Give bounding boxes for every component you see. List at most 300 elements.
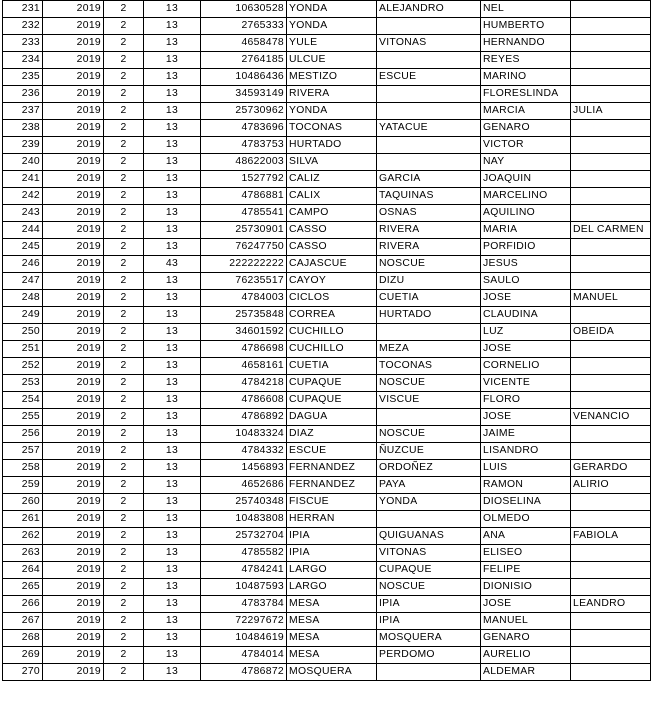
code-a-cell: 2	[104, 426, 144, 443]
first-surname-cell: CASSO	[287, 239, 377, 256]
first-name-cell: JOSE	[481, 596, 571, 613]
table-row	[3, 35, 651, 52]
table-row	[3, 307, 651, 324]
second-surname-cell: PERDOMO	[377, 647, 481, 664]
code-b-cell: 13	[144, 494, 201, 511]
code-a-cell: 2	[104, 375, 144, 392]
row-number-cell: 234	[3, 52, 43, 69]
first-surname-cell: YULE	[287, 35, 377, 52]
first-name-cell: SAULO	[481, 273, 571, 290]
year-cell: 2019	[43, 239, 104, 256]
first-surname-cell: TOCONAS	[287, 120, 377, 137]
row-number-cell: 251	[3, 341, 43, 358]
id-number-cell: 25740348	[201, 494, 287, 511]
code-b-cell: 43	[144, 256, 201, 273]
code-b-cell: 13	[144, 239, 201, 256]
year-cell: 2019	[43, 409, 104, 426]
row-number-cell: 231	[3, 1, 43, 18]
year-cell: 2019	[43, 392, 104, 409]
row-number-cell: 236	[3, 86, 43, 103]
middle-name-cell	[571, 647, 651, 664]
id-number-cell: 48622003	[201, 154, 287, 171]
table-row	[3, 647, 651, 664]
second-surname-cell: HURTADO	[377, 307, 481, 324]
first-name-cell: LUZ	[481, 324, 571, 341]
id-number-cell: 4786608	[201, 392, 287, 409]
table-row	[3, 392, 651, 409]
second-surname-cell: RIVERA	[377, 239, 481, 256]
first-name-cell: ANA	[481, 528, 571, 545]
table-row	[3, 375, 651, 392]
code-a-cell: 2	[104, 273, 144, 290]
year-cell: 2019	[43, 137, 104, 154]
second-surname-cell: MOSQUERA	[377, 630, 481, 647]
code-a-cell: 2	[104, 630, 144, 647]
code-a-cell: 2	[104, 222, 144, 239]
code-a-cell: 2	[104, 307, 144, 324]
first-name-cell: PORFIDIO	[481, 239, 571, 256]
first-surname-cell: MESTIZO	[287, 69, 377, 86]
first-name-cell: JAIME	[481, 426, 571, 443]
year-cell: 2019	[43, 307, 104, 324]
first-name-cell: AURELIO	[481, 647, 571, 664]
middle-name-cell	[571, 239, 651, 256]
first-name-cell: LISANDRO	[481, 443, 571, 460]
year-cell: 2019	[43, 647, 104, 664]
year-cell: 2019	[43, 579, 104, 596]
first-name-cell: CLAUDINA	[481, 307, 571, 324]
first-surname-cell: CUCHILLO	[287, 341, 377, 358]
year-cell: 2019	[43, 52, 104, 69]
year-cell: 2019	[43, 35, 104, 52]
year-cell: 2019	[43, 103, 104, 120]
year-cell: 2019	[43, 324, 104, 341]
code-b-cell: 13	[144, 528, 201, 545]
middle-name-cell	[571, 188, 651, 205]
id-number-cell: 76247750	[201, 239, 287, 256]
code-a-cell: 2	[104, 511, 144, 528]
id-number-cell: 222222222	[201, 256, 287, 273]
code-b-cell: 13	[144, 154, 201, 171]
code-b-cell: 13	[144, 545, 201, 562]
first-surname-cell: HERRAN	[287, 511, 377, 528]
second-surname-cell	[377, 154, 481, 171]
code-a-cell: 2	[104, 1, 144, 18]
code-b-cell: 13	[144, 120, 201, 137]
second-surname-cell: IPIA	[377, 596, 481, 613]
table-row	[3, 239, 651, 256]
table-row	[3, 426, 651, 443]
middle-name-cell	[571, 256, 651, 273]
table-row	[3, 86, 651, 103]
second-surname-cell	[377, 103, 481, 120]
middle-name-cell	[571, 86, 651, 103]
second-surname-cell: VITONAS	[377, 545, 481, 562]
code-a-cell: 2	[104, 596, 144, 613]
second-surname-cell	[377, 18, 481, 35]
first-surname-cell: CUCHILLO	[287, 324, 377, 341]
id-number-cell: 4784332	[201, 443, 287, 460]
second-surname-cell: NOSCUE	[377, 375, 481, 392]
table-row	[3, 1, 651, 18]
row-number-cell: 260	[3, 494, 43, 511]
first-name-cell: ALDEMAR	[481, 664, 571, 681]
first-name-cell: AQUILINO	[481, 205, 571, 222]
second-surname-cell: OSNAS	[377, 205, 481, 222]
code-b-cell: 13	[144, 18, 201, 35]
row-number-cell: 254	[3, 392, 43, 409]
code-a-cell: 2	[104, 562, 144, 579]
id-number-cell: 4784014	[201, 647, 287, 664]
code-b-cell: 13	[144, 188, 201, 205]
year-cell: 2019	[43, 630, 104, 647]
table-row	[3, 358, 651, 375]
year-cell: 2019	[43, 18, 104, 35]
table-row	[3, 409, 651, 426]
table-row	[3, 256, 651, 273]
code-a-cell: 2	[104, 18, 144, 35]
second-surname-cell: ESCUE	[377, 69, 481, 86]
second-surname-cell: NOSCUE	[377, 256, 481, 273]
year-cell: 2019	[43, 69, 104, 86]
id-number-cell: 4658478	[201, 35, 287, 52]
second-surname-cell	[377, 409, 481, 426]
row-number-cell: 241	[3, 171, 43, 188]
first-surname-cell: HURTADO	[287, 137, 377, 154]
year-cell: 2019	[43, 596, 104, 613]
row-number-cell: 248	[3, 290, 43, 307]
code-b-cell: 13	[144, 307, 201, 324]
first-surname-cell: CORREA	[287, 307, 377, 324]
code-a-cell: 2	[104, 358, 144, 375]
code-b-cell: 13	[144, 664, 201, 681]
code-b-cell: 13	[144, 137, 201, 154]
first-surname-cell: CALIX	[287, 188, 377, 205]
row-number-cell: 253	[3, 375, 43, 392]
first-name-cell: DIOSELINA	[481, 494, 571, 511]
first-surname-cell: YONDA	[287, 1, 377, 18]
middle-name-cell: OBEIDA	[571, 324, 651, 341]
middle-name-cell	[571, 630, 651, 647]
middle-name-cell	[571, 579, 651, 596]
first-surname-cell: FERNANDEZ	[287, 460, 377, 477]
year-cell: 2019	[43, 511, 104, 528]
code-b-cell: 13	[144, 35, 201, 52]
id-number-cell: 4783784	[201, 596, 287, 613]
middle-name-cell	[571, 120, 651, 137]
id-number-cell: 1527792	[201, 171, 287, 188]
row-number-cell: 267	[3, 613, 43, 630]
year-cell: 2019	[43, 341, 104, 358]
id-number-cell: 10484619	[201, 630, 287, 647]
second-surname-cell: ÑUZCUE	[377, 443, 481, 460]
table-row	[3, 18, 651, 35]
year-cell: 2019	[43, 545, 104, 562]
row-number-cell: 238	[3, 120, 43, 137]
second-surname-cell: NOSCUE	[377, 579, 481, 596]
code-b-cell: 13	[144, 579, 201, 596]
second-surname-cell: TAQUINAS	[377, 188, 481, 205]
code-a-cell: 2	[104, 205, 144, 222]
first-surname-cell: MESA	[287, 647, 377, 664]
id-number-cell: 1456893	[201, 460, 287, 477]
row-number-cell: 250	[3, 324, 43, 341]
code-a-cell: 2	[104, 528, 144, 545]
code-a-cell: 2	[104, 460, 144, 477]
table-row	[3, 290, 651, 307]
code-a-cell: 2	[104, 664, 144, 681]
second-surname-cell: QUIGUANAS	[377, 528, 481, 545]
middle-name-cell: VENANCIO	[571, 409, 651, 426]
code-b-cell: 13	[144, 171, 201, 188]
row-number-cell: 246	[3, 256, 43, 273]
first-name-cell: JOAQUIN	[481, 171, 571, 188]
first-surname-cell: ULCUE	[287, 52, 377, 69]
row-number-cell: 235	[3, 69, 43, 86]
second-surname-cell: NOSCUE	[377, 426, 481, 443]
year-cell: 2019	[43, 154, 104, 171]
code-a-cell: 2	[104, 69, 144, 86]
table-row	[3, 171, 651, 188]
code-b-cell: 13	[144, 324, 201, 341]
first-name-cell: MARCIA	[481, 103, 571, 120]
second-surname-cell: VISCUE	[377, 392, 481, 409]
first-name-cell: LUIS	[481, 460, 571, 477]
row-number-cell: 270	[3, 664, 43, 681]
id-number-cell: 4785582	[201, 545, 287, 562]
second-surname-cell	[377, 86, 481, 103]
row-number-cell: 259	[3, 477, 43, 494]
code-b-cell: 13	[144, 409, 201, 426]
row-number-cell: 266	[3, 596, 43, 613]
first-name-cell: MARINO	[481, 69, 571, 86]
table-row	[3, 273, 651, 290]
second-surname-cell	[377, 324, 481, 341]
first-name-cell: GENARO	[481, 120, 571, 137]
first-name-cell: MARIA	[481, 222, 571, 239]
middle-name-cell	[571, 494, 651, 511]
middle-name-cell	[571, 52, 651, 69]
id-number-cell: 34593149	[201, 86, 287, 103]
row-number-cell: 256	[3, 426, 43, 443]
table-row	[3, 154, 651, 171]
code-b-cell: 13	[144, 69, 201, 86]
id-number-cell: 4786892	[201, 409, 287, 426]
id-number-cell: 4783696	[201, 120, 287, 137]
middle-name-cell	[571, 273, 651, 290]
second-surname-cell: RIVERA	[377, 222, 481, 239]
code-a-cell: 2	[104, 341, 144, 358]
code-a-cell: 2	[104, 137, 144, 154]
first-name-cell: FELIPE	[481, 562, 571, 579]
middle-name-cell: JULIA	[571, 103, 651, 120]
middle-name-cell	[571, 443, 651, 460]
id-number-cell: 10486436	[201, 69, 287, 86]
first-surname-cell: YONDA	[287, 103, 377, 120]
row-number-cell: 262	[3, 528, 43, 545]
id-number-cell: 25735848	[201, 307, 287, 324]
middle-name-cell	[571, 613, 651, 630]
code-a-cell: 2	[104, 239, 144, 256]
middle-name-cell	[571, 341, 651, 358]
first-surname-cell: MESA	[287, 613, 377, 630]
second-surname-cell: DIZU	[377, 273, 481, 290]
first-name-cell: VICENTE	[481, 375, 571, 392]
middle-name-cell	[571, 137, 651, 154]
code-b-cell: 13	[144, 358, 201, 375]
records-table	[2, 0, 651, 681]
code-a-cell: 2	[104, 35, 144, 52]
table-row	[3, 137, 651, 154]
code-a-cell: 2	[104, 409, 144, 426]
id-number-cell: 4652686	[201, 477, 287, 494]
id-number-cell: 4785541	[201, 205, 287, 222]
code-b-cell: 13	[144, 103, 201, 120]
year-cell: 2019	[43, 477, 104, 494]
year-cell: 2019	[43, 358, 104, 375]
middle-name-cell: ALIRIO	[571, 477, 651, 494]
table-row	[3, 494, 651, 511]
second-surname-cell: MEZA	[377, 341, 481, 358]
middle-name-cell	[571, 511, 651, 528]
year-cell: 2019	[43, 290, 104, 307]
code-a-cell: 2	[104, 494, 144, 511]
year-cell: 2019	[43, 613, 104, 630]
middle-name-cell	[571, 307, 651, 324]
code-a-cell: 2	[104, 188, 144, 205]
table-row	[3, 341, 651, 358]
id-number-cell: 4786872	[201, 664, 287, 681]
id-number-cell: 2765333	[201, 18, 287, 35]
second-surname-cell: VITONAS	[377, 35, 481, 52]
first-surname-cell: LARGO	[287, 562, 377, 579]
row-number-cell: 249	[3, 307, 43, 324]
year-cell: 2019	[43, 375, 104, 392]
code-a-cell: 2	[104, 120, 144, 137]
id-number-cell: 2764185	[201, 52, 287, 69]
table-row	[3, 460, 651, 477]
table-row	[3, 443, 651, 460]
id-number-cell: 10483808	[201, 511, 287, 528]
second-surname-cell: YONDA	[377, 494, 481, 511]
middle-name-cell	[571, 154, 651, 171]
first-surname-cell: MESA	[287, 630, 377, 647]
row-number-cell: 257	[3, 443, 43, 460]
second-surname-cell	[377, 52, 481, 69]
second-surname-cell	[377, 664, 481, 681]
row-number-cell: 243	[3, 205, 43, 222]
code-b-cell: 13	[144, 630, 201, 647]
first-surname-cell: YONDA	[287, 18, 377, 35]
table-row	[3, 69, 651, 86]
id-number-cell: 25730901	[201, 222, 287, 239]
second-surname-cell: YATACUE	[377, 120, 481, 137]
middle-name-cell	[571, 205, 651, 222]
first-surname-cell: CUPAQUE	[287, 392, 377, 409]
code-b-cell: 13	[144, 426, 201, 443]
id-number-cell: 4658161	[201, 358, 287, 375]
code-b-cell: 13	[144, 205, 201, 222]
first-surname-cell: MESA	[287, 596, 377, 613]
code-b-cell: 13	[144, 86, 201, 103]
code-a-cell: 2	[104, 290, 144, 307]
first-name-cell: MANUEL	[481, 613, 571, 630]
table-row	[3, 562, 651, 579]
table-row	[3, 52, 651, 69]
first-name-cell: NEL	[481, 1, 571, 18]
row-number-cell: 258	[3, 460, 43, 477]
code-b-cell: 13	[144, 392, 201, 409]
row-number-cell: 245	[3, 239, 43, 256]
code-b-cell: 13	[144, 222, 201, 239]
middle-name-cell: DEL CARMEN	[571, 222, 651, 239]
first-surname-cell: CUPAQUE	[287, 375, 377, 392]
first-name-cell: HERNANDO	[481, 35, 571, 52]
year-cell: 2019	[43, 256, 104, 273]
first-surname-cell: DAGUA	[287, 409, 377, 426]
row-number-cell: 242	[3, 188, 43, 205]
year-cell: 2019	[43, 1, 104, 18]
second-surname-cell: CUETIA	[377, 290, 481, 307]
code-b-cell: 13	[144, 511, 201, 528]
first-name-cell: DIONISIO	[481, 579, 571, 596]
second-surname-cell: ORDOÑEZ	[377, 460, 481, 477]
first-name-cell: HUMBERTO	[481, 18, 571, 35]
second-surname-cell: IPIA	[377, 613, 481, 630]
code-b-cell: 13	[144, 52, 201, 69]
year-cell: 2019	[43, 426, 104, 443]
table-row	[3, 630, 651, 647]
middle-name-cell	[571, 35, 651, 52]
code-a-cell: 2	[104, 477, 144, 494]
row-number-cell: 233	[3, 35, 43, 52]
records-table-body	[3, 1, 651, 681]
code-b-cell: 13	[144, 596, 201, 613]
row-number-cell: 237	[3, 103, 43, 120]
code-b-cell: 13	[144, 273, 201, 290]
id-number-cell: 25730962	[201, 103, 287, 120]
year-cell: 2019	[43, 188, 104, 205]
code-a-cell: 2	[104, 171, 144, 188]
first-surname-cell: CAYOY	[287, 273, 377, 290]
row-number-cell: 255	[3, 409, 43, 426]
year-cell: 2019	[43, 443, 104, 460]
year-cell: 2019	[43, 494, 104, 511]
code-a-cell: 2	[104, 324, 144, 341]
first-surname-cell: IPIA	[287, 528, 377, 545]
row-number-cell: 240	[3, 154, 43, 171]
middle-name-cell	[571, 375, 651, 392]
code-b-cell: 13	[144, 341, 201, 358]
table-row	[3, 528, 651, 545]
table-row	[3, 664, 651, 681]
code-a-cell: 2	[104, 392, 144, 409]
code-a-cell: 2	[104, 443, 144, 460]
year-cell: 2019	[43, 664, 104, 681]
table-row	[3, 324, 651, 341]
first-name-cell: FLORO	[481, 392, 571, 409]
middle-name-cell: MANUEL	[571, 290, 651, 307]
code-b-cell: 13	[144, 460, 201, 477]
first-surname-cell: CAMPO	[287, 205, 377, 222]
first-name-cell: ELISEO	[481, 545, 571, 562]
table-row	[3, 511, 651, 528]
first-name-cell: FLORESLINDA	[481, 86, 571, 103]
row-number-cell: 261	[3, 511, 43, 528]
middle-name-cell	[571, 69, 651, 86]
year-cell: 2019	[43, 562, 104, 579]
id-number-cell: 4786698	[201, 341, 287, 358]
